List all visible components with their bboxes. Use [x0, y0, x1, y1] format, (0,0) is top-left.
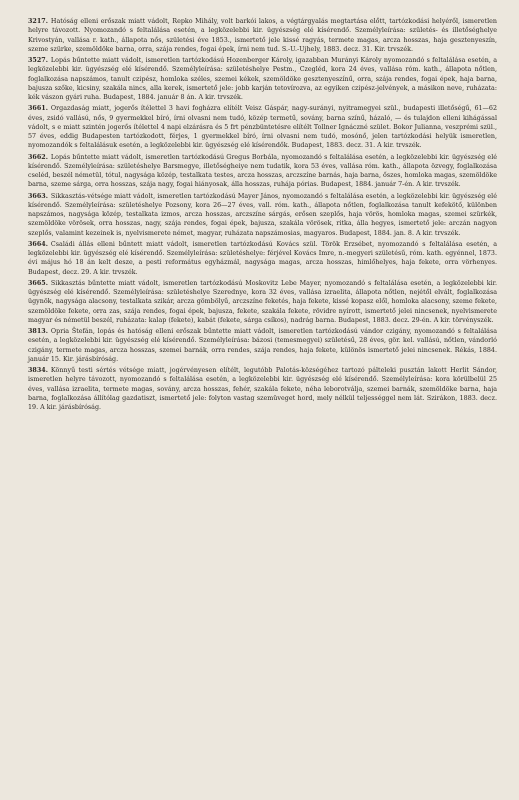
notice-entry [28, 366, 497, 412]
entry-number: 3663. [28, 192, 48, 200]
entry-number: 3217. [28, 18, 48, 25]
entry-text: Orgazdaság miatt, jogerős ítélettel 3 havi fogházra elítélt Veisz Gáspár, nagy-surányi, nyitramegyei szül., budapesti illetőségű, 61—62 éves, zsidó vallású, nős, 9 gyermekkel bíró, írni olvasni nem tudó, közép termetű, sovány, barna színű, házaló, — és tulajdon elleni kihágással vádolt, s e miatt szintén jogerős ítélettel 4 napi elzárásra és 5 frt pénzbüntetésre elítélt Tollner Ignáczné szület. Bokor Julianna, veszprémi szül., 57 éves, eddig Budapesten tartózkodott, férjes, 1 gyermekkel bíró, írni olvasni nem tudó, mosónő, jelen tartózkodási helyük ismeretlen, nyomozandók s feltalálásuk esetén, a legközelebbi kir. ügyészség elé kísérendők. Budapest, 1883. decz. 31. A kir. trvszék. [28, 105, 497, 150]
notice-entry [28, 327, 497, 364]
entry-number: 3662. [28, 153, 48, 161]
notice-entry [28, 279, 497, 325]
entry-number: 3661. [28, 105, 48, 113]
notice-entry [28, 17, 497, 54]
notice-entry [28, 153, 497, 190]
entry-text: Sikkasztás-vétsége miatt vádolt, ismeretlen tartózkodású Mayer János, nyomozandó s feltalálása esetén, a legközelebbi kir. ügyészség elé kísérendő. Személyleírása: születéshelye Pozsony, kora 26—27 éves, vall. róm. kath., állapota nőtlen, foglalkozása tanult kefekötő, különben napszámos, nagysága közép, testalkata izmos, arcza hosszas, arczszíne sárgás, erősen szeplős, haja vörös, homloka magas, szemei szürkék, szemöldöke vörösek, orra hosszas, nagy, szája rendes, fogai épek, bajusza, szakála vörösek, ritka, álla hegyes, ismertető jele: arczán nagyon szeplős, valamint kezeinek is, nyelvismerete német, magyar, ruházata napszámosias, magyaros. Budapest, 1884. jan. 8. A kir. trvszék. [28, 192, 497, 237]
notice-entry [28, 240, 497, 277]
notice-entry [28, 104, 497, 150]
notice-entry [28, 56, 497, 102]
entry-text: Opria Štefán, lopás és hatóság elleni erőszak bűntette miatt vádolt, ismeretlen tartózkodású vándor czigány, nyomozandó s feltalálása esetén, a legközelebbi kir. ügyészség elé kísérendő. Személyleírása: bázosi (temesmegyei) születésű, 28 éves, gör. kel. vallású, nőtlen, vándorló czigány, termete magas, arcza hosszas, szemei barnák, orra rendes, szája rendes, haja fekete, különös ismertető jelei nincsenek. Rékás, 1884. január 15. Kir. járásbíróság. [28, 328, 497, 363]
entry-text: Sikkasztás bűntette miatt vádolt, ismeretlen tartózkodású Moskovitz Lebe Mayer, nyomozandó s feltalálása esetén, a legközelebbi kir. ügyészség elé kísérendő. Személyleírása: születéshelye Szerednye, kora 32 éves, vallása izraelita, állapota nőtlen, nejétől elvált, foglalkozása ügynök, nagysága alacsony, testalkata szikár, arcza gömbölyű, arczszíne feketés, haja fekete, kissé kopasz elől, homloka alacsony, szeme fekete, szemöldöke fekete, orra zas, szája rendes, fogai épek, bajusza, fekete, szakála fekete, rövidre nyírott, ismertető jelei nincsenek, nyelvismerete magyar és németül beszél, ruházata: kalap (fekete), kabát (fekete, sárga csíkos), nadrág barna. Budapest, 1883. decz. 29-én. A kir. törvényszék. [28, 279, 497, 324]
page-footer [0, 792, 519, 798]
entry-text: Lopás bűntette miatt vádolt, ismeretlen tartózkodású Hozenberger Károly, igazabban Murányi Károly nyomozandó s feltalálása esetén, a legközelebbi kir. ügyészség elé kísérendő. Személyleírása: születéshelye Pestm., Czegléd, kora 24 éves, vallása róm. kath., állapota nőtlen, foglalkozása napszámos, tanult czipész, homloka széles, szemei kékek, szemöldöke gesztenyeszínű, orra, szája rendes, fogai épek, haja barna, bajusza szőke, kicsiny, szakála nincs, alla kerek, ismertető jele: jobb karján tetovírozva, az egyiken czipész-jelvények, a másikon neve, ruházata: kék vászon gyári ruha. Budapest, 1884. január 8 án. A kir. trvszék. [28, 57, 497, 101]
entry-text: Hatóság elleni erőszak miatt vádolt, Repko Mihály, volt barkói lakos, a végtárgyalás megtartása előtt, tartózkodási helyéről, ismeretlen helyre távozott. Nyomozandó s feltalálása esetén, a legközelebbi kir. ügyészség elé kísérendő. Személyleírása: születés- és illetőséghelye Krivostyán, vallása r. kath., állapota nős, születési éve 1853., ismertető jele kissé ragyás, termete magas, arcza hosszas, haja gesztenyeszín, szeme szürke, szemöldöke barna, orra, szája rendes, fogai épek, írni nem tud. S.-U.-Ujhely, 1883. decz. 31. Kir. trvszék. [28, 18, 497, 53]
entry-text: Lopás bűntette miatt vádolt, ismeretlen tartózkodású Gregus Borbála, nyomozandó s feltalálása esetén, a legközelebbi kir. ügyészség elé kísérendő. Személyleírása: születéshelye Barsmegye, illetőségheiye nem tudatik, kora 53 éves, vallása róm. kath., állapota özvegy, foglalkozása cseléd, beszél németül, tótul, nagysága közép, testalkata testes, arcza hosszas, arczszíne barnás, haja barna, őszes, homloka magas, szemöldöke barna, szeme sárga, orra hosszas, szája nagy, fogai hiányosak, álla hosszas, ruhája pórias. Budapest, 1884. január 7-én. A kir. trvszék. [28, 153, 497, 189]
entry-number: 3813. [28, 328, 48, 335]
entry-number: 3527. [28, 57, 48, 64]
notice-entry [28, 192, 497, 238]
entry-text: Könnyű testi sértés vétsége miatt, jogérvényesen elítélt, legutóbb Palotás-községéhez tartozó pálteleki pusztán lakott Herlit Sándor, ismeretlen helyre távozott, nyomozandó s feltalálása esetén, a legközelebbi kir. ügyészség elé kísérendő. Személyleírása: kora körülbelül 25 éves, vallása izraelita, termete magas, sovány, arcza hosszas, fehér, szakála fekete, néha leborotválja, szemei barnák, szemöldöke barna, haja barna, foglalkozása állítólag gazdatiszt, ismertető jele: folyton vastag szemüveget hord, mely nélkül teljességgel nem lát. Szirákon, 1883. decz. 19. A kir. járásbíróság. [28, 367, 497, 411]
entry-text: Családi állás elleni bűntett miatt vádolt, ismeretlen tartózkodású Kovács szül. Török Erzsébet, nyomozandó s feltalálása esetén, a legközelebbi kir. ügyészség elé kísérendő. Személyleírása: születéshelye: férjével Kovács Imre, n.-megyeri születésű, róm. kath. egyénnel, 1873. évi május hó 18 án kelt desze, a pesti református egyházmál, nagysága magas, arcza hosszas, himlőhelyes, haja fekete, orra vörhenyes. Budapest, decz. 29. A kir. trvszék. [28, 240, 497, 276]
entry-number: 3664. [28, 240, 48, 248]
entry-number: 3665. [28, 279, 48, 287]
entry-number: 3834. [28, 367, 48, 374]
entries-list [28, 17, 497, 412]
